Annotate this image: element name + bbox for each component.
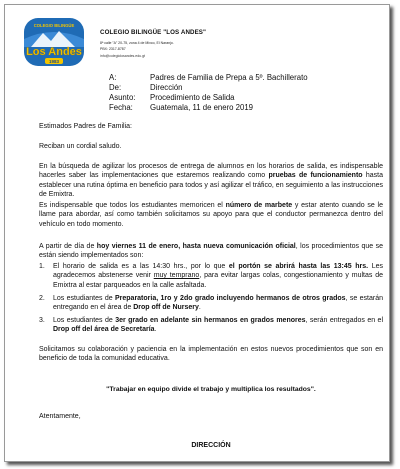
motto-quote: "Trabajar en equipo divide el trabajo y multiplica los resultados". xyxy=(106,386,316,393)
document-page xyxy=(4,4,390,462)
school-address: 8ª calle "A" 20-75, zona 4 de Mixco, El Naranjo. xyxy=(100,41,174,45)
to-value: Padres de Familia de Prepa a 5º. Bachillerato xyxy=(150,73,308,82)
svg-text:Los Andes: Los Andes xyxy=(26,46,82,58)
svg-text:1983: 1983 xyxy=(48,59,60,64)
paragraph-3: A partir de día de hoy viernes 11 de enero, hasta nueva comunicación oficial, los procedimientos que se están siendo implementados son: xyxy=(39,243,384,260)
school-name: COLEGIO BILINGÜE "LOS ANDES" xyxy=(100,29,207,36)
subject-value: Procedimiento de Salida xyxy=(150,93,235,102)
salutation: Estimados Padres de Familia: xyxy=(39,123,132,130)
list-item: 3. Los estudiantes de 3er grado en adelante sin hermanos en grados menores, serán entregados en el Drop off del área de Secretaría. xyxy=(39,317,383,334)
greeting: Reciban un cordial saludo. xyxy=(39,143,122,150)
subject-label: Asunto: xyxy=(109,93,136,102)
closing: Atentamente, xyxy=(39,413,81,420)
paragraph-1: En la búsqueda de agilizar los procesos de entrega de alumnos en los horarios de salida, es indispensable hacerles saber las implementaciones que estaremos realizando como pruebas de funcionamiento hasta establecer una rutina óptima en beneficio para todos y así agilizar el tráfico, en seguimiento a las instrucciones de Emixtra. xyxy=(39,163,383,199)
memo-header xyxy=(109,73,308,113)
school-email: info@colegiolosandes.edu.gt xyxy=(100,54,146,58)
svg-text:COLEGIO BILINGÜE: COLEGIO BILINGÜE xyxy=(33,23,75,28)
school-logo xyxy=(21,17,87,67)
from-label: De: xyxy=(109,83,122,92)
paragraph-4: Solicitamos su colaboración y paciencia en la implementación en estos nuevos procedimientos que son en beneficio de toda la comunidad educativa. xyxy=(39,346,383,363)
list-item: 1. El horario de salida es a las 14:30 hrs., por lo que el portón se abrirá hasta las 13:45 hrs. Les agradecemos abstenerse venir muy temprano, para evitar largas colas, congestionamiento y multas de Emixtra al estar parqueados en la calle asfaltada. xyxy=(39,263,383,289)
from-value: Dirección xyxy=(150,83,183,92)
date-label: Fecha: xyxy=(109,103,133,112)
list-item: 2. Los estudiantes de Preparatoria, 1ro y 2do grado incluyendo hermanos de otros grados, se estarán entregando en el área de Drop off de Nursery. xyxy=(39,295,383,312)
school-phone: PBX: 2317-8787 xyxy=(100,47,126,51)
to-label: A: xyxy=(109,73,117,82)
signature: DIRECCIÓN xyxy=(191,442,231,449)
paragraph-2: Es indispensable que todos los estudiantes memoricen el número de marbete y estar atento cuando se le llame para abordar, así como también solicitamos su apoyo para que el conductor permanezca dentro del vehículo en todo momento. xyxy=(39,202,383,228)
date-value: Guatemala, 11 de enero 2019 xyxy=(150,103,254,112)
